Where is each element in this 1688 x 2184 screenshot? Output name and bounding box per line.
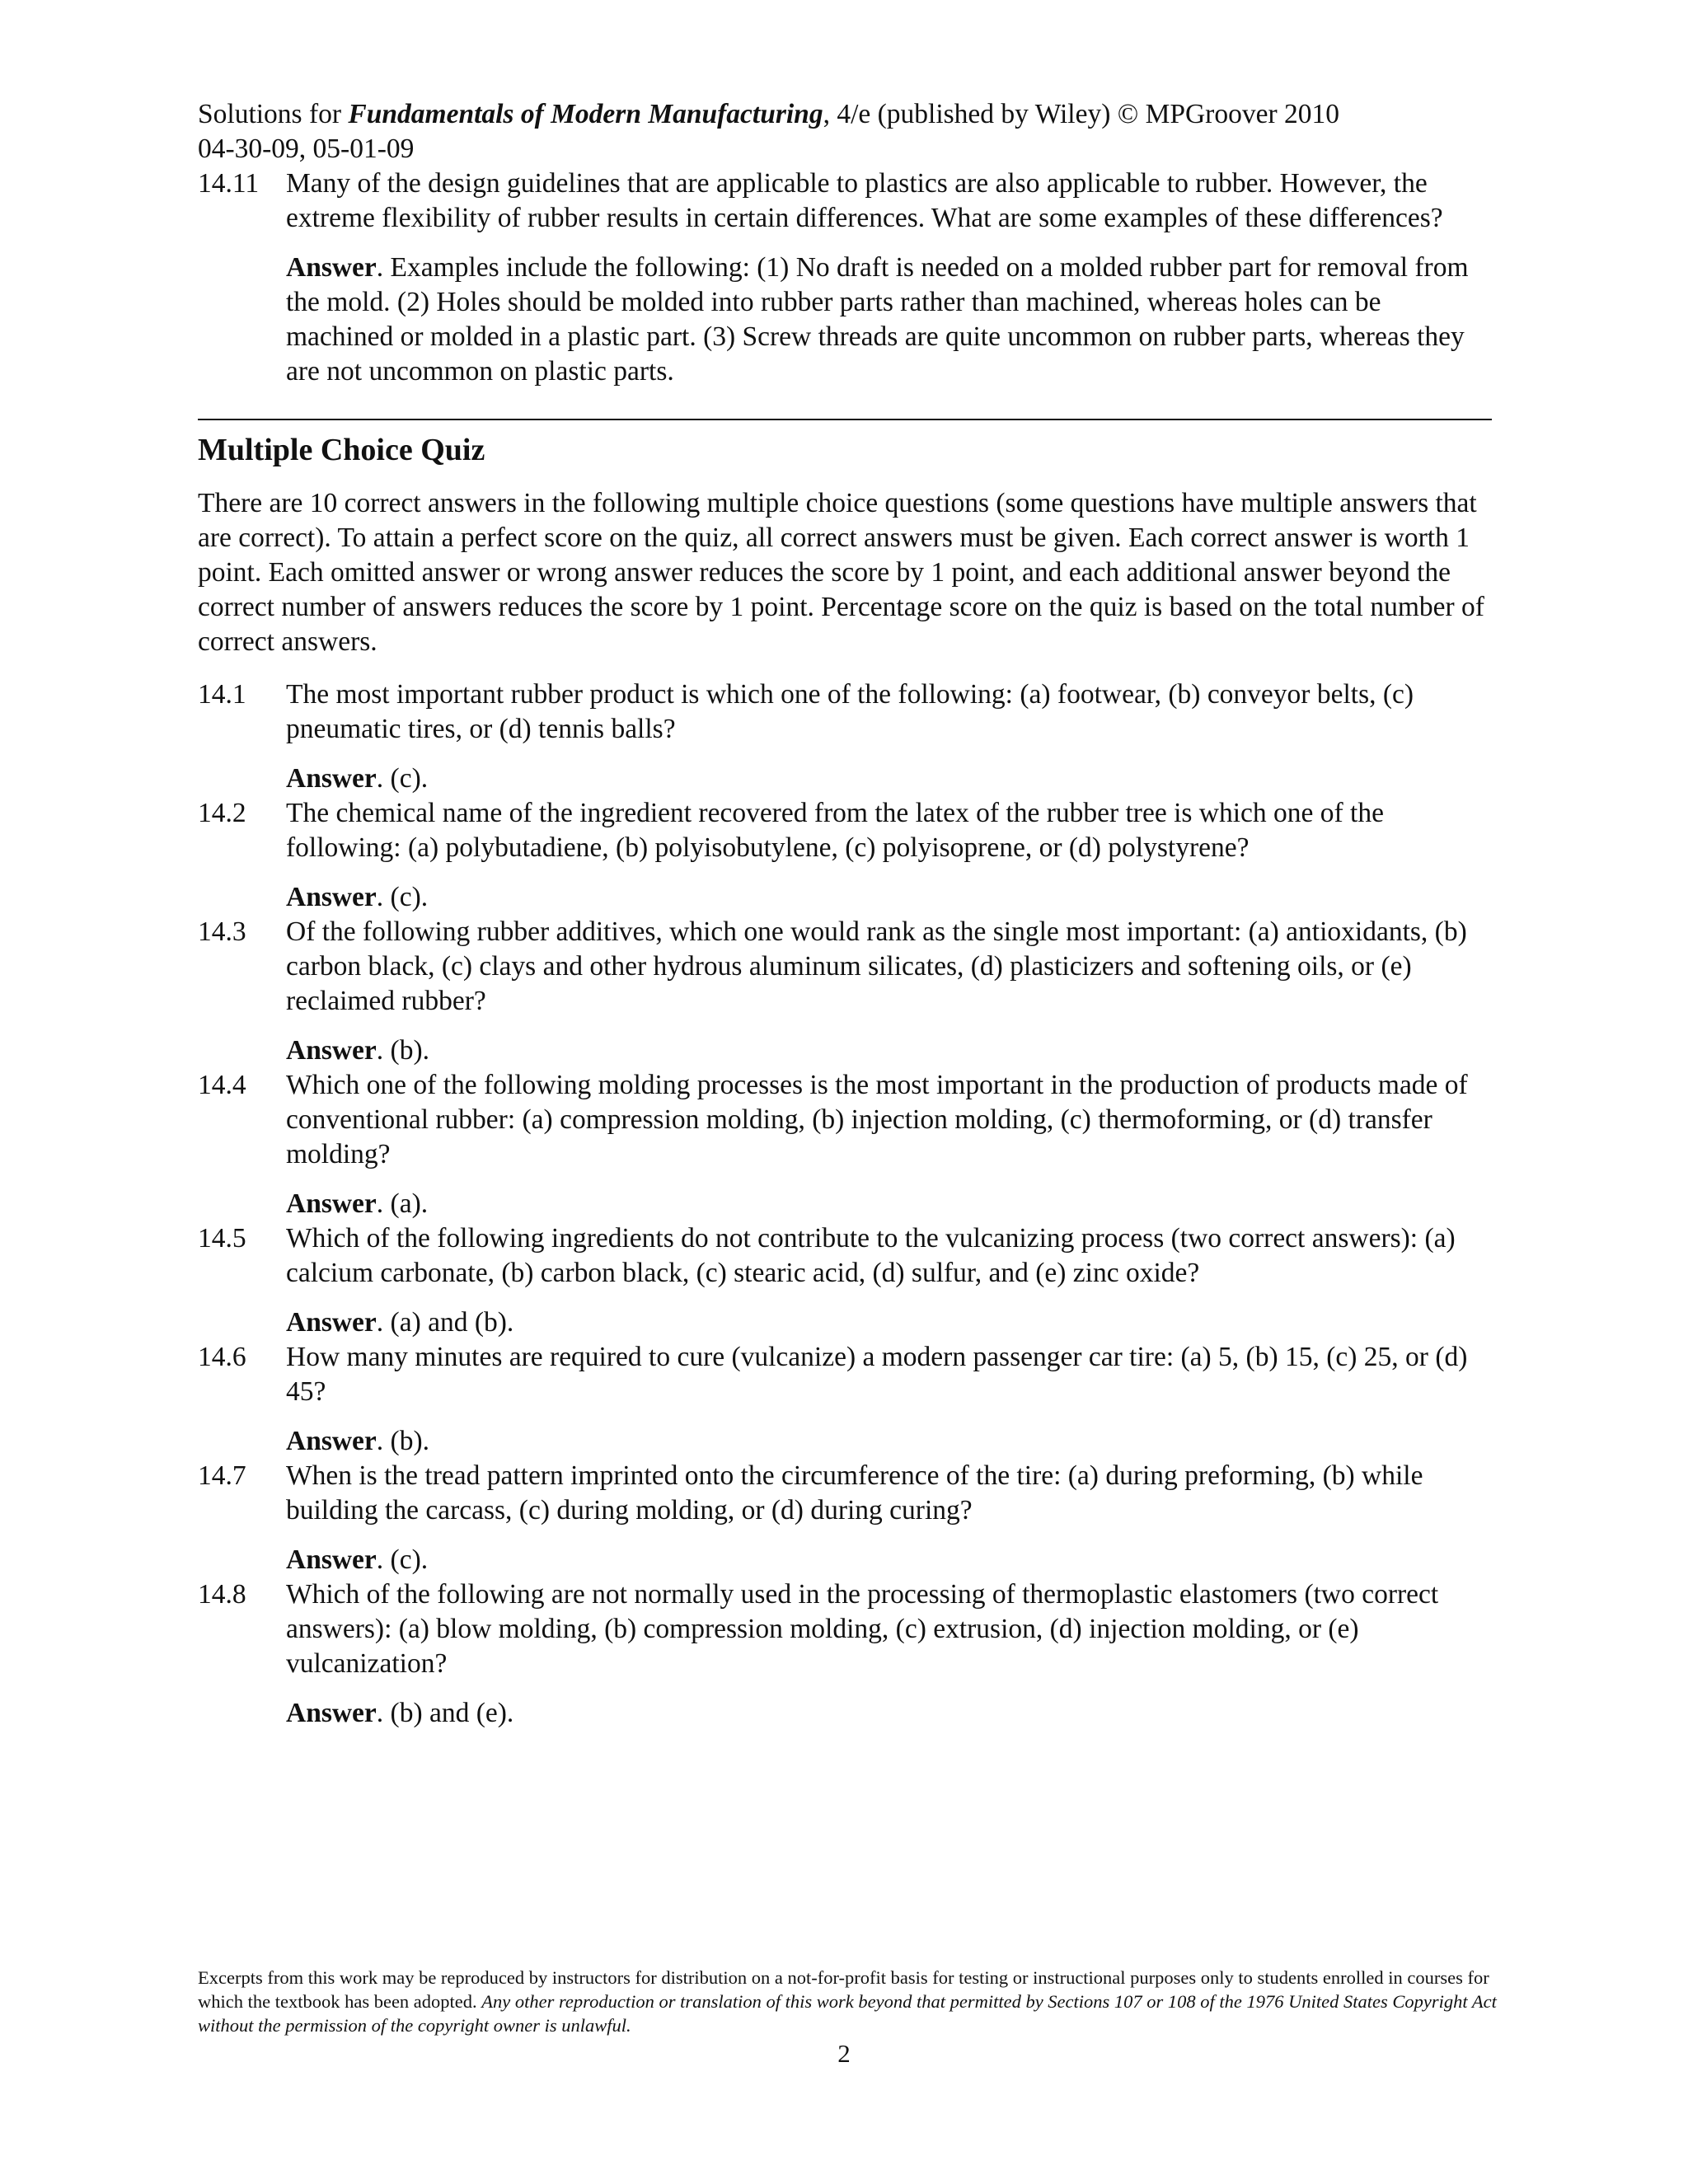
question-text: Many of the design guidelines that are applicable to plastics are also applicable to rubber. However, the extreme flexibility of rubber results in certain differences. What are some examples of these differences? bbox=[286, 168, 1443, 233]
quiz-questions bbox=[198, 677, 1492, 1731]
answer-text: . (b). bbox=[376, 1426, 429, 1456]
question-text: Which of the following ingredients do not contribute to the vulcanizing process (two correct answers): (a) calcium carbonate, (b) carbon black, (c) stearic acid, (d) sulfur, and (e) zinc oxide? bbox=[286, 1223, 1456, 1288]
question-number: 14.11 bbox=[198, 168, 260, 199]
quiz-answer bbox=[286, 1033, 1492, 1068]
question-text: How many minutes are required to cure (vulcanize) a modern passenger car tire: (a) 5, (b) 15, (c) 25, or (d) 45? bbox=[286, 1342, 1468, 1407]
section-divider bbox=[198, 419, 1492, 420]
quiz-answer bbox=[286, 1187, 1492, 1221]
question-number: 14.7 bbox=[198, 1460, 246, 1491]
answer-label: Answer bbox=[286, 763, 377, 794]
quiz-item bbox=[198, 1340, 1492, 1459]
header-line bbox=[198, 97, 1492, 132]
answer-label: Answer bbox=[286, 882, 377, 912]
answer-label: Answer bbox=[286, 1426, 377, 1456]
copyright-italic: Any other reproduction or translation of this work beyond that permitted by Sections 107 or 108 of the 1976 United States Copyright Act without the permission of the copyright owner is unlawful. bbox=[198, 1991, 1497, 2036]
question-text: The most important rubber product is which one of the following: (a) footwear, (b) conveyor belts, (c) pneumatic tires, or (d) tennis balls? bbox=[286, 679, 1414, 744]
review-question-14-11 bbox=[198, 166, 1492, 236]
page-footer bbox=[198, 1966, 1500, 2037]
section-title: Multiple Choice Quiz bbox=[198, 433, 485, 467]
quiz-question bbox=[198, 1459, 1492, 1528]
header-suffix: , 4/e (published by Wiley) © MPGroover 2010 bbox=[823, 99, 1339, 129]
quiz-item bbox=[198, 1068, 1492, 1221]
answer-text: . (b) and (e). bbox=[376, 1698, 514, 1728]
question-number: 14.2 bbox=[198, 798, 246, 828]
quiz-question bbox=[198, 796, 1492, 865]
quiz-item bbox=[198, 1577, 1492, 1731]
question-text: Which one of the following molding processes is the most important in the production of products made of conventional rubber: (a) compression molding, (b) injection molding, (c) thermoforming, or (d) transfer molding? bbox=[286, 1070, 1468, 1169]
quiz-answer bbox=[286, 880, 1492, 915]
question-number: 14.8 bbox=[198, 1579, 246, 1610]
answer-text: . (c). bbox=[376, 763, 429, 794]
answer-text: . (a). bbox=[376, 1188, 429, 1219]
question-text: The chemical name of the ingredient recovered from the latex of the rubber tree is which one of the following: (a) polybutadiene, (b) polyisobutylene, (c) polyisoprene, or (d) polystyrene? bbox=[286, 798, 1384, 863]
question-text: Of the following rubber additives, which one would rank as the single most important: (a) antioxidants, (b) carbon black, (c) clays and other hydrous aluminum silicates, (d) plasticizers and softening oils, or (e) reclaimed rubber? bbox=[286, 916, 1467, 1016]
quiz-answer bbox=[286, 1424, 1492, 1459]
quiz-question bbox=[198, 1221, 1492, 1291]
quiz-item bbox=[198, 1459, 1492, 1577]
answer-text: . (c). bbox=[376, 1544, 429, 1575]
question-number: 14.4 bbox=[198, 1070, 246, 1100]
copyright-normal: Excerpts from this work may be reproduced by instructors for distribution on a not-for-profit basis for testing or instructional purposes only to students enrolled in courses for which the textbook has been adopted. bbox=[198, 1967, 1489, 2012]
quiz-item bbox=[198, 677, 1492, 796]
question-text: When is the tread pattern imprinted onto the circumference of the tire: (a) during preforming, (b) while building the carcass, (c) during molding, or (d) during curing? bbox=[286, 1460, 1423, 1526]
quiz-question bbox=[198, 677, 1492, 747]
page-content bbox=[198, 97, 1492, 1731]
quiz-answer bbox=[286, 762, 1492, 796]
question-number: 14.3 bbox=[198, 916, 246, 947]
answer-text: . (b). bbox=[376, 1035, 429, 1066]
answer-text: . Examples include the following: (1) No draft is needed on a molded rubber part for removal from the mold. (2) Holes should be molded into rubber parts rather than machined, whereas holes can be machined or molded in a plastic part. (3) Screw threads are quite uncommon on rubber parts, whereas they are not uncommon on plastic parts. bbox=[286, 252, 1469, 387]
quiz-answer bbox=[286, 1543, 1492, 1577]
review-answer bbox=[286, 251, 1492, 389]
quiz-item bbox=[198, 796, 1492, 915]
answer-label: Answer bbox=[286, 1188, 377, 1219]
book-title: Fundamentals of Modern Manufacturing bbox=[348, 99, 823, 129]
copyright-notice bbox=[198, 1966, 1500, 2037]
answer-text: . (c). bbox=[376, 882, 429, 912]
quiz-answer bbox=[286, 1305, 1492, 1340]
quiz-intro: There are 10 correct answers in the following multiple choice questions (some questions have multiple answers that are correct). To attain a perfect score on the quiz, all correct answers must be given. Each correct answer is worth 1 point. Each omitted answer or wrong answer reduces the score by 1 point, and each additional answer beyond the correct number of answers reduces the score by 1 point. Percentage score on the quiz is based on the total number of correct answers. bbox=[198, 488, 1484, 657]
header-prefix: Solutions for bbox=[198, 99, 349, 129]
page-header bbox=[198, 97, 1492, 166]
question-number: 14.5 bbox=[198, 1223, 246, 1254]
quiz-item bbox=[198, 915, 1492, 1068]
header-dates: 04-30-09, 05-01-09 bbox=[198, 134, 415, 164]
quiz-item bbox=[198, 1221, 1492, 1340]
quiz-question bbox=[198, 1068, 1492, 1172]
answer-text: . (a) and (b). bbox=[376, 1307, 514, 1338]
answer-label: Answer bbox=[286, 1544, 377, 1575]
quiz-question bbox=[198, 1340, 1492, 1409]
answer-label: Answer bbox=[286, 1307, 377, 1338]
quiz-question bbox=[198, 1577, 1492, 1681]
question-text: Which of the following are not normally used in the processing of thermoplastic elastomers (two correct answers): (a) blow molding, (b) compression molding, (c) extrusion, (d) injection molding, or (e) vulcanization? bbox=[286, 1579, 1439, 1679]
page-number: 2 bbox=[837, 2039, 851, 2068]
quiz-answer bbox=[286, 1696, 1492, 1731]
answer-label: Answer bbox=[286, 1698, 377, 1728]
question-number: 14.1 bbox=[198, 679, 246, 710]
question-number: 14.6 bbox=[198, 1342, 246, 1372]
answer-label: Answer bbox=[286, 1035, 377, 1066]
answer-label: Answer bbox=[286, 252, 377, 283]
quiz-question bbox=[198, 915, 1492, 1019]
